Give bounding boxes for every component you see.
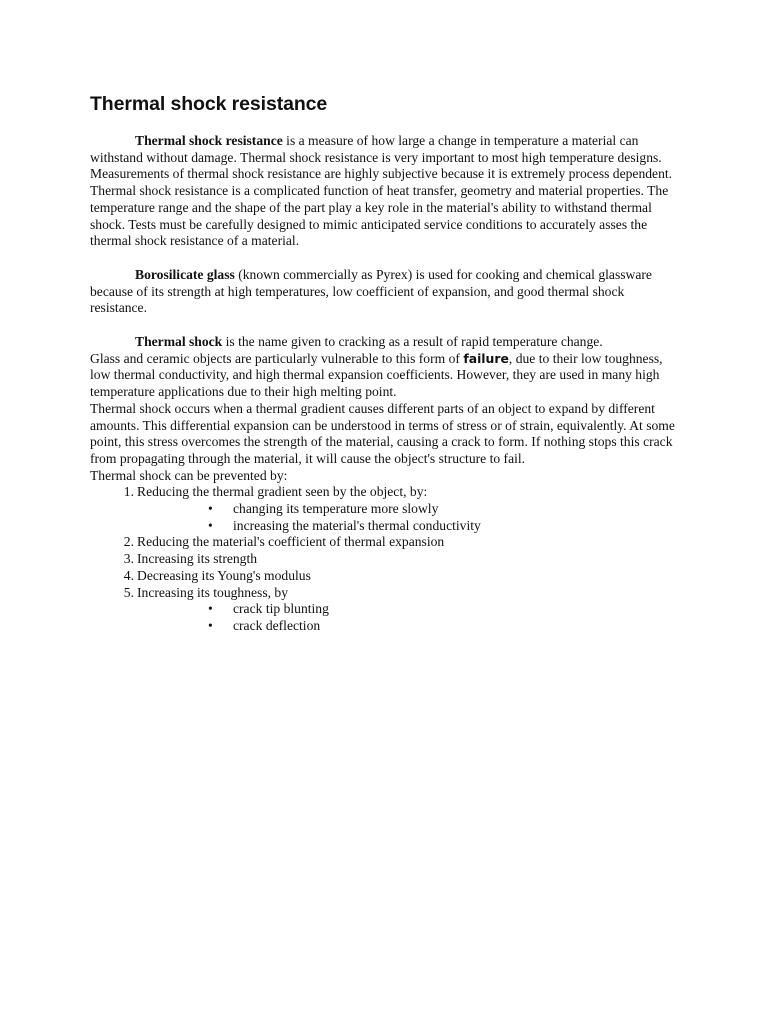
list-item [90, 534, 676, 551]
bullet-icon: • [208, 617, 213, 633]
sub-list-item-text: crack deflection [233, 617, 321, 633]
paragraph-text: is a measure of how large a change in temperature a material can withstand without damage. Thermal shock resistance is very important to most high temperature designs. Measurements of thermal shock resistance are highly subjective because it is extremely process dependent. Thermal shock resistance is a complicated function of heat transfer, geometry and material properties. The temperature range and the shape of the part play a key role in the material's ability to withstand thermal shock. Tests must be carefully designed to mimic anticipated service conditions to accurately asses the thermal shock resistance of a material. [90, 133, 673, 249]
paragraph-borosilicate-glass [90, 267, 676, 317]
sub-list-item [137, 618, 676, 635]
list-number: 5. [123, 584, 134, 600]
list-item-text: Decreasing its Young's modulus [137, 567, 311, 583]
failure-link[interactable]: failure [463, 350, 509, 366]
document-body [90, 133, 676, 635]
sub-list-item [137, 518, 676, 535]
sub-list-item [137, 501, 676, 518]
bullet-icon: • [208, 601, 213, 617]
list-number: 1. [123, 484, 134, 500]
list-item-text: Reducing the material's coefficient of thermal expansion [137, 534, 445, 550]
paragraph-glass-ceramic [90, 351, 676, 401]
paragraph-thermal-gradient: Thermal shock occurs when a thermal gradient causes different parts of an object to expand by different amounts. This differential expansion can be understood in terms of stress or of strain, equivalently. At some point, this stress overcomes the strength of the material, causing a crack to form. If nothing stops this crack from propagating through the material, it will cause the object's structure to fail. [90, 400, 675, 466]
sub-list-item [137, 601, 676, 618]
bullet-icon: • [208, 501, 213, 517]
sub-list-item-text: changing its temperature more slowly [233, 501, 439, 517]
paragraph-text: is the name given to cracking as a result of rapid temperature change. [222, 334, 603, 350]
list-item-text: Increasing its toughness, by [137, 584, 289, 600]
paragraph-thermal-shock-resistance [90, 133, 676, 250]
paragraph-text: , due to their low toughness, low thermal conductivity, and high thermal expansion coefficients. However, they are used in many high temperature applications due to their high melting point. [90, 350, 663, 400]
list-number: 3. [123, 551, 134, 567]
sub-list-item-text: increasing the material's thermal conductivity [233, 517, 481, 533]
term-borosilicate-glass: Borosilicate glass [135, 266, 235, 282]
paragraph-prevention-intro: Thermal shock can be prevented by: [90, 467, 288, 483]
sub-list [137, 601, 676, 634]
sub-list-item-text: crack tip blunting [233, 601, 329, 617]
prevention-list [90, 484, 676, 634]
list-item [90, 568, 676, 585]
list-item [90, 484, 676, 534]
term-thermal-shock: Thermal shock [135, 334, 223, 350]
list-item-text: Increasing its strength [137, 551, 258, 567]
list-item [90, 585, 676, 635]
sub-list [137, 501, 676, 534]
list-item-text: Reducing the thermal gradient seen by the object, by: [137, 484, 428, 500]
term-thermal-shock-resistance: Thermal shock resistance [135, 133, 283, 148]
paragraph-text: Glass and ceramic objects are particularly vulnerable to this form of [90, 350, 464, 366]
page-title: Thermal shock resistance [90, 93, 328, 115]
paragraph-thermal-shock [90, 334, 676, 351]
list-number: 2. [123, 534, 134, 550]
bullet-icon: • [208, 517, 213, 533]
paragraph-text: (known commercially as Pyrex) is used for cooking and chemical glassware because of its strength at high temperatures, low coefficient of expansion, and good thermal shock resistance. [90, 266, 652, 316]
list-item [90, 551, 676, 568]
list-number: 4. [123, 567, 134, 583]
